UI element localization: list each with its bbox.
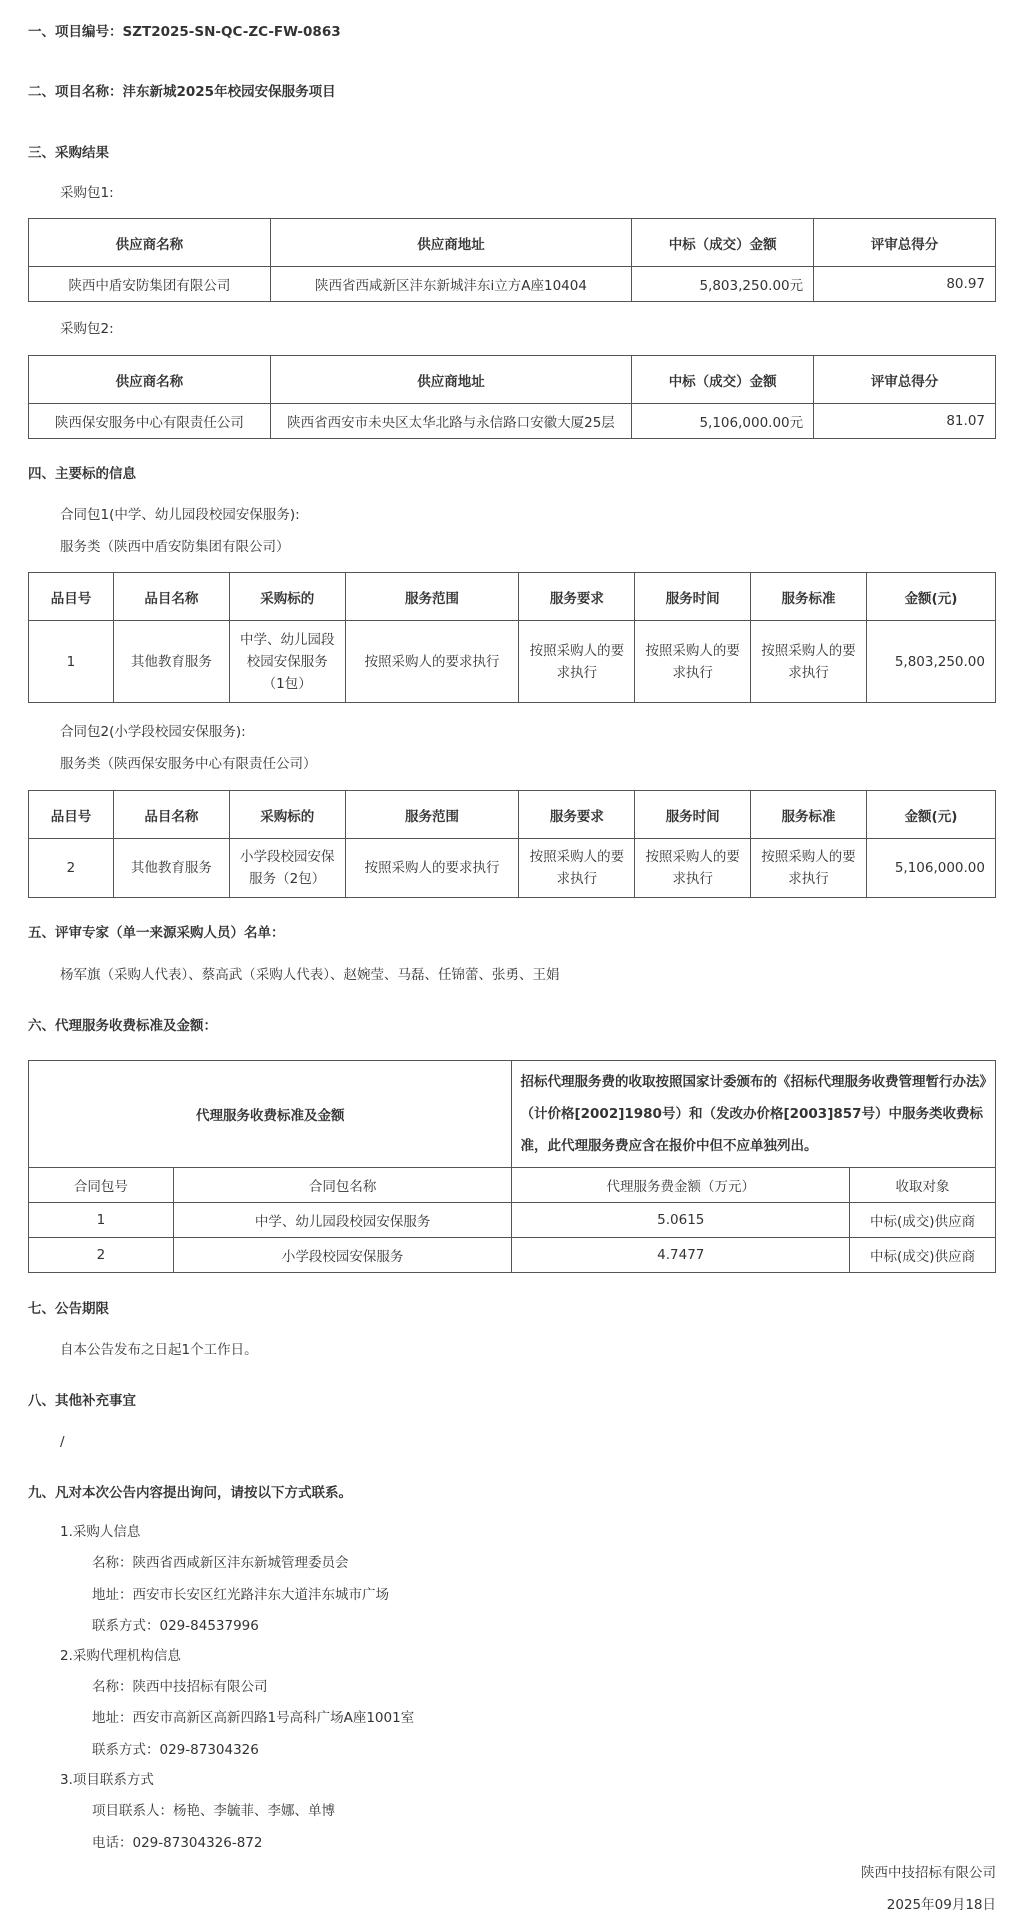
table-cell: 5.0615	[512, 1203, 850, 1238]
table-row	[29, 404, 996, 439]
table-row	[29, 267, 996, 302]
table-cell: 小学段校园安保服务（2包）	[229, 839, 345, 898]
footer-date: 2025年09月18日	[886, 1897, 996, 1913]
header-cell: 品目号	[29, 573, 114, 621]
header-cell: 服务标准	[751, 573, 867, 621]
header-cell: 收取对象	[850, 1168, 996, 1203]
header-cell: 代理服务费金额（万元）	[512, 1168, 850, 1203]
header-cell: 采购标的	[229, 791, 345, 839]
table-cell: 5,106,000.00	[866, 839, 995, 898]
fee-standard-text: 招标代理服务费的收取按照国家计委颁布的《招标代理服务收费管理暂行办法》（计价格[2002]1980号）和（发改办价格[2003]857号）中服务类收费标准，此代理服务费应含在报价中但不应单独列出。	[512, 1061, 996, 1168]
purchaser-contact: 联系方式：029-84537996	[92, 1618, 259, 1634]
project-number	[28, 17, 341, 47]
header-cell: 供应商名称	[29, 356, 271, 404]
table-cell: 中标(成交)供应商	[850, 1238, 996, 1273]
table-cell: 1	[29, 621, 114, 703]
table-cell: 按照采购人的要求执行	[751, 839, 867, 898]
table-cell: 按照采购人的要求执行	[519, 621, 635, 703]
contract-2-label: 合同包2(小学段校园安保服务):	[60, 724, 246, 740]
project-name-value: 沣东新城2025年校园安保服务项目	[122, 84, 336, 100]
table-row	[29, 1203, 996, 1238]
purchaser-name: 名称：陕西省西咸新区沣东新城管理委员会	[92, 1555, 349, 1571]
agency-fee-table	[28, 1060, 996, 1273]
table-header-row	[29, 791, 996, 839]
announcement-period: 自本公告发布之日起1个工作日。	[60, 1342, 258, 1358]
table-cell: 按照采购人的要求执行	[345, 621, 519, 703]
fee-standard-row	[29, 1061, 996, 1168]
contract-2-table	[28, 790, 996, 898]
header-cell: 评审总得分	[814, 356, 996, 404]
table-cell: 按照采购人的要求执行	[345, 839, 519, 898]
agency-name: 名称：陕西中技招标有限公司	[92, 1679, 268, 1695]
project-contact-phone: 电话：029-87304326-872	[92, 1835, 263, 1851]
header-cell: 品目名称	[113, 573, 229, 621]
table-cell: 5,803,250.00	[866, 621, 995, 703]
project-contact-persons: 项目联系人：杨艳、李毓菲、李娜、单博	[92, 1803, 335, 1819]
project-number-label: 一、项目编号：	[28, 24, 123, 40]
table-cell: 其他教育服务	[113, 621, 229, 703]
header-cell: 供应商地址	[270, 219, 632, 267]
section-7-heading: 七、公告期限	[28, 1301, 109, 1317]
table-cell: 按照采购人的要求执行	[751, 621, 867, 703]
project-name	[28, 77, 336, 107]
footer-org: 陕西中技招标有限公司	[861, 1865, 996, 1881]
header-cell: 服务时间	[635, 791, 751, 839]
table-cell: 中学、幼儿园段校园安保服务（1包）	[229, 621, 345, 703]
fee-standard-label: 代理服务收费标准及金额	[29, 1061, 512, 1168]
expert-list: 杨军旗（采购人代表）、蔡高武（采购人代表）、赵婉莹、马磊、任锦蕾、张勇、王娟	[60, 967, 560, 983]
supplementary-text: /	[60, 1434, 65, 1450]
section-4-heading: 四、主要标的信息	[28, 466, 136, 482]
header-cell: 合同包名称	[173, 1168, 512, 1203]
agency-contact: 联系方式：029-87304326	[92, 1742, 259, 1758]
table-cell: 陕西中盾安防集团有限公司	[29, 267, 271, 302]
project-name-label: 二、项目名称：	[28, 84, 123, 100]
header-cell: 服务标准	[751, 791, 867, 839]
header-cell: 金额(元)	[866, 573, 995, 621]
header-cell: 中标（成交）金额	[632, 219, 814, 267]
header-cell: 中标（成交）金额	[632, 356, 814, 404]
header-cell: 服务范围	[345, 573, 519, 621]
table-header-row	[29, 219, 996, 267]
header-cell: 服务要求	[519, 791, 635, 839]
table-row	[29, 839, 996, 898]
contract-1-table	[28, 572, 996, 703]
table-cell: 其他教育服务	[113, 839, 229, 898]
table-cell: 小学段校园安保服务	[173, 1238, 512, 1273]
header-cell: 合同包号	[29, 1168, 174, 1203]
table-cell: 5,803,250.00元	[632, 267, 814, 302]
header-cell: 金额(元)	[866, 791, 995, 839]
table-cell: 按照采购人的要求执行	[635, 621, 751, 703]
header-cell: 供应商名称	[29, 219, 271, 267]
table-cell: 按照采购人的要求执行	[635, 839, 751, 898]
header-cell: 评审总得分	[814, 219, 996, 267]
table-cell: 陕西保安服务中心有限责任公司	[29, 404, 271, 439]
package-2-table	[28, 355, 996, 439]
contract-2-category: 服务类（陕西保安服务中心有限责任公司）	[60, 756, 317, 772]
table-cell: 中学、幼儿园段校园安保服务	[173, 1203, 512, 1238]
purchaser-address: 地址：西安市长安区红光路沣东大道沣东城市广场	[92, 1587, 389, 1603]
agency-title: 2.采购代理机构信息	[60, 1648, 181, 1664]
table-cell: 2	[29, 1238, 174, 1273]
section-3-heading: 三、采购结果	[28, 145, 109, 161]
table-row	[29, 621, 996, 703]
header-cell: 品目名称	[113, 791, 229, 839]
header-cell: 服务时间	[635, 573, 751, 621]
agency-address: 地址：西安市高新区高新四路1号高科广场A座1001室	[92, 1710, 415, 1726]
header-cell: 供应商地址	[270, 356, 632, 404]
table-cell: 5,106,000.00元	[632, 404, 814, 439]
table-cell: 1	[29, 1203, 174, 1238]
header-cell: 品目号	[29, 791, 114, 839]
section-8-heading: 八、其他补充事宜	[28, 1393, 136, 1409]
table-cell: 中标(成交)供应商	[850, 1203, 996, 1238]
package-1-label: 采购包1:	[60, 185, 114, 201]
table-cell: 陕西省西安市未央区太华北路与永信路口安徽大厦25层	[270, 404, 632, 439]
section-6-heading: 六、代理服务收费标准及金额：	[28, 1018, 217, 1034]
contract-1-label: 合同包1(中学、幼儿园段校园安保服务):	[60, 507, 300, 523]
purchaser-title: 1.采购人信息	[60, 1524, 141, 1540]
project-contact-title: 3.项目联系方式	[60, 1772, 154, 1788]
table-cell: 按照采购人的要求执行	[519, 839, 635, 898]
header-cell: 采购标的	[229, 573, 345, 621]
contract-1-category: 服务类（陕西中盾安防集团有限公司）	[60, 539, 290, 555]
package-2-label: 采购包2:	[60, 321, 114, 337]
section-5-heading: 五、评审专家（单一来源采购人员）名单：	[28, 925, 285, 941]
header-cell: 服务范围	[345, 791, 519, 839]
package-1-table	[28, 218, 996, 302]
table-cell: 81.07	[814, 404, 996, 439]
table-cell: 80.97	[814, 267, 996, 302]
project-number-value: SZT2025-SN-QC-ZC-FW-0863	[122, 24, 341, 40]
table-cell: 陕西省西咸新区沣东新城沣东i立方A座10404	[270, 267, 632, 302]
table-cell: 2	[29, 839, 114, 898]
table-header-row	[29, 1168, 996, 1203]
table-cell: 4.7477	[512, 1238, 850, 1273]
table-row	[29, 1238, 996, 1273]
header-cell: 服务要求	[519, 573, 635, 621]
table-header-row	[29, 356, 996, 404]
section-9-heading: 九、凡对本次公告内容提出询问，请按以下方式联系。	[28, 1485, 352, 1501]
table-header-row	[29, 573, 996, 621]
